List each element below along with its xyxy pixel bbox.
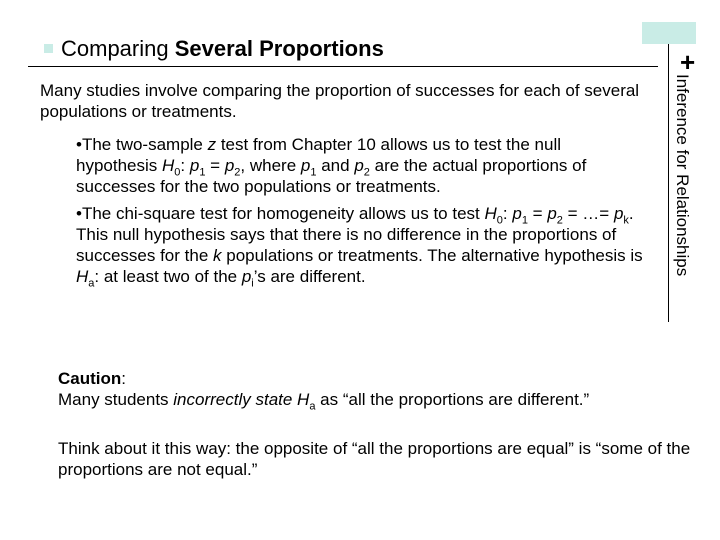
square-bullet-icon [44, 44, 53, 53]
intro-text: Many studies involve comparing the proportion of successes for each of several populations or treatments. [40, 81, 640, 121]
bullet-list [76, 134, 646, 293]
plus-mark: + [680, 47, 696, 77]
title-prefix: Comparing [61, 36, 169, 61]
horizontal-divider [28, 66, 658, 67]
caution-emphasis: incorrectly state H [173, 390, 310, 409]
accent-block [642, 22, 696, 44]
caution-label: Caution [58, 369, 122, 388]
think-text: Think about it this way: the opposite of “all the proportions are equal” is “some of the proportions are not equal.” [58, 439, 691, 479]
bullet-two-sample-test: •The two-sample z test from Chapter 10 allows us to test the null hypothesis $H_0$: $p_1 = p_2$, where $p_1$ and $p_2$ are the actual proportions of successes for the two populations or treatments. [76, 135, 587, 196]
title-main: Several Proportions [174, 36, 384, 61]
slide-title [44, 36, 384, 62]
caution-note: Caution: Many students incorrectly state $H_a$ as “all the proportions are different.” [58, 369, 590, 413]
section-title: Inference for Relationships [673, 74, 692, 277]
bullet-chi-square-test: •The chi-square test for homogeneity allows us to test $H_0$: $p_1 = p_2$ = …= $p_k$. This null hypothesis says that there is no difference in the proportions of successes for the k populations or treatments. The alternative hypothesis is $H_a$: at least two of the $p_i’s$ are different. [76, 204, 643, 290]
